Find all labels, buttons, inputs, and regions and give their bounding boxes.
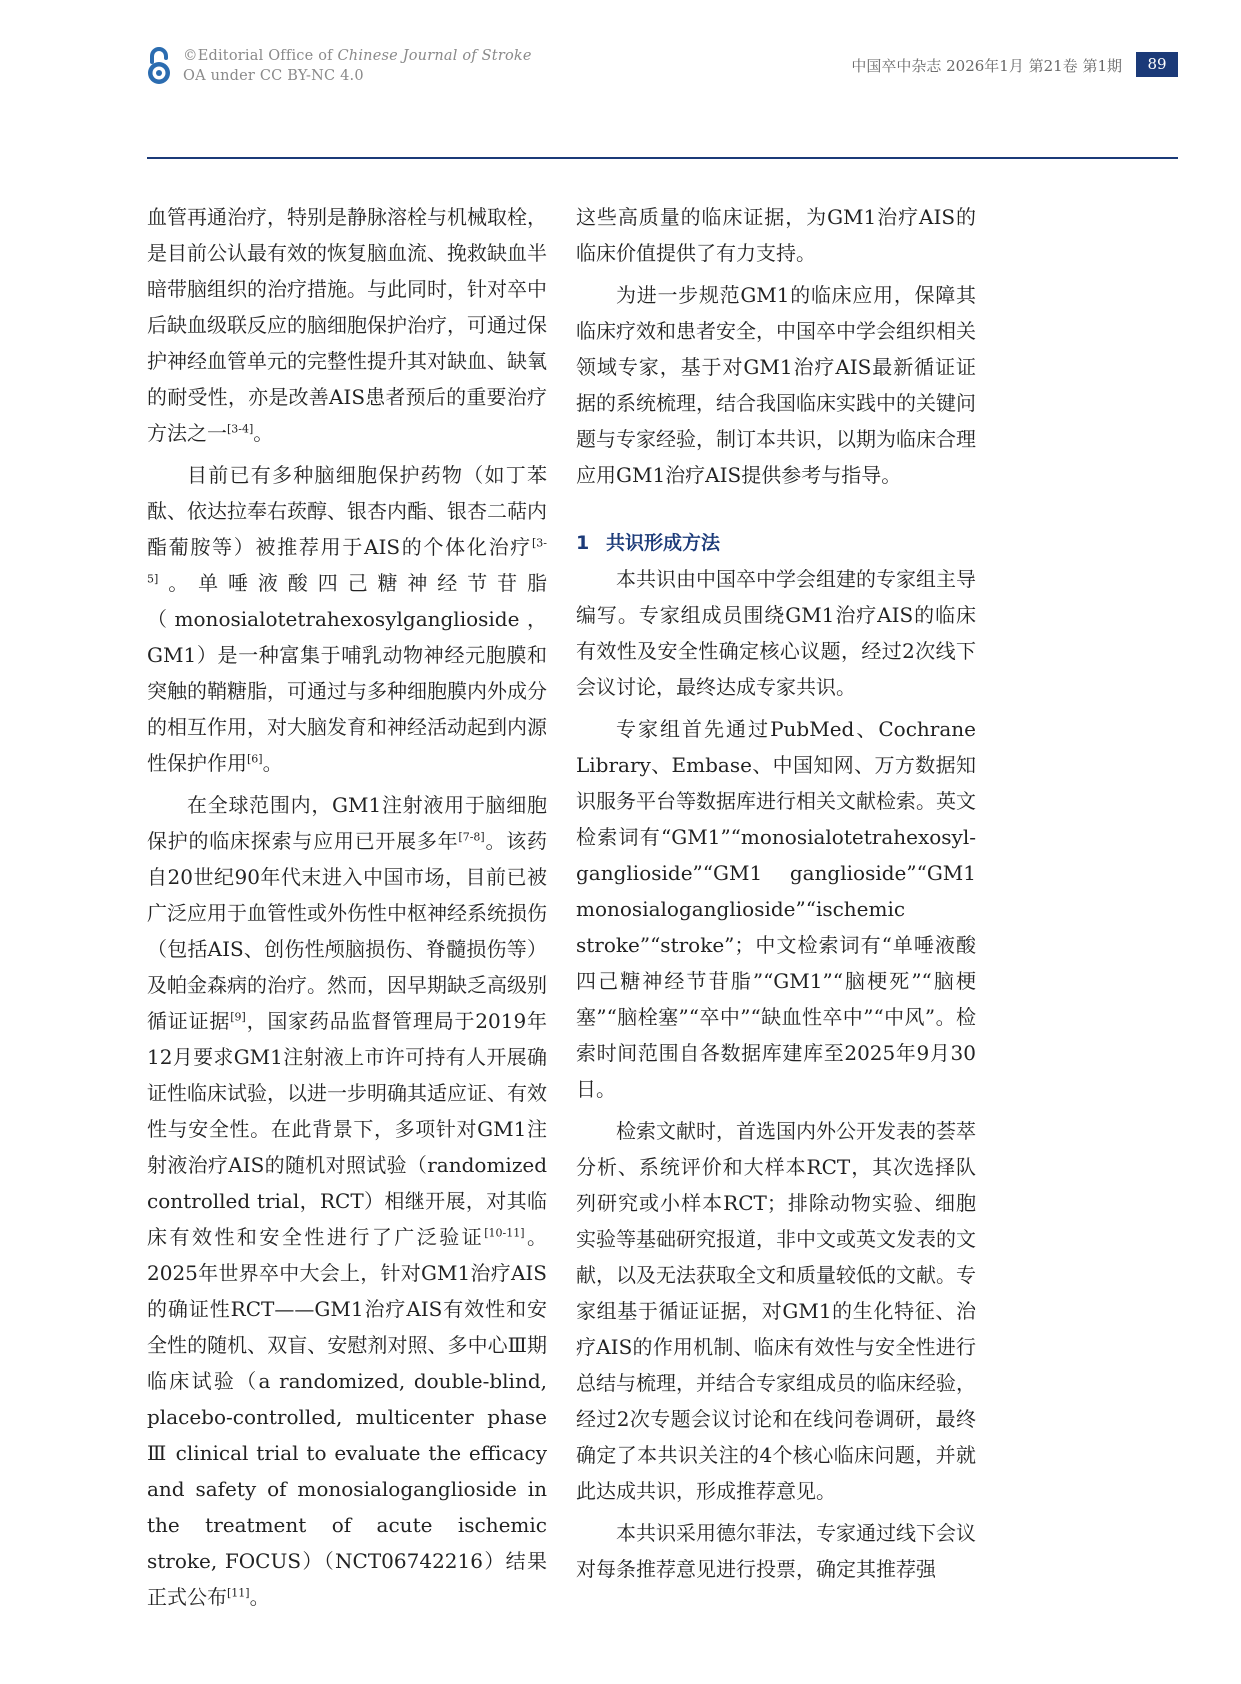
punctuation: 。 [253, 421, 274, 445]
paragraph: 这些高质量的临床证据，为GM1治疗AIS的临床价值提供了有力支持。 [576, 205, 976, 265]
citation: [3-4] [227, 422, 254, 436]
paragraph-text: 。该药自20世纪90年代末进入中国市场，目前已被广泛应用于血管性或外伤性中枢神经系统损伤（包括AIS、创伤性颅脑损伤、脊髓损伤等）及帕金森病的治疗。然而，因早期缺乏高级别循证证据 [147, 829, 548, 1033]
copyright-notice [183, 46, 532, 86]
left-column [147, 199, 547, 1615]
paragraph [147, 457, 547, 781]
citation: [7-8] [458, 830, 485, 844]
paragraph-text: 在全球范围内，GM1注射液用于脑细胞保护的临床探索与应用已开展多年 [147, 793, 547, 853]
paragraph-text: 目前已有多种脑细胞保护药物（如丁苯酞、依达拉奉右莰醇、银杏内酯、银杏二萜内酯葡胺等）被推荐用于AIS的个体化治疗 [147, 463, 547, 559]
copyright-prefix: ©Editorial Office of [183, 48, 338, 64]
journal-name-italic: Chinese Journal of Stroke [337, 48, 532, 64]
right-column [576, 199, 976, 1587]
punctuation: 。 [262, 751, 283, 775]
citation: [9] [230, 1010, 246, 1024]
journal-issue-info: 中国卒中杂志 2026年1月 第21卷 第1期 [851, 57, 1122, 75]
paragraph: 为进一步规范GM1的临床应用，保障其临床疗效和患者安全，中国卒中学会组织相关领域专家，基于对GM1治疗AIS最新循证证据的系统梳理，结合我国临床实践中的关键问题与专家经验，制订本共识，以期为临床合理应用GM1治疗AIS提供参考与指导。 [576, 283, 976, 487]
paragraph [147, 199, 547, 451]
citation: [11] [227, 1586, 250, 1600]
open-access-lock-icon [143, 46, 175, 86]
section-heading [576, 525, 976, 561]
citation: [3-5] [147, 536, 547, 586]
section-number: 1 [576, 532, 590, 554]
paragraph: 专家组首先通过PubMed、Cochrane Library、Embase、中国知网、万方数据知识服务平台等数据库进行相关文献检索。英文检索词有“GM1”“monosialotetrahexosyl-ganglioside”“GM1 ganglioside”“GM1 monosialoganglioside”“ischemic stroke”“stroke”；中文检索词有“单唾液酸四己糖神经节苷脂”“GM1”“脑梗死”“脑梗塞”“脑栓塞”“卒中”“缺血性卒中”“中风”。检索时间范围自各数据库建库至2025年9月30日。 [576, 717, 976, 1101]
license-line: OA under CC BY-NC 4.0 [183, 68, 364, 84]
section-title: 共识形成方法 [606, 532, 721, 554]
page-number: 89 [1136, 52, 1178, 77]
paragraph: 本共识采用德尔菲法，专家通过线下会议对每条推荐意见进行投票，确定其推荐强 [576, 1521, 976, 1581]
citation: [6] [247, 752, 263, 766]
paragraph-text: 血管再通治疗，特别是静脉溶栓与机械取栓，是目前公认最有效的恢复脑血流、挽救缺血半暗带脑组织的治疗措施。与此同时，针对卒中后缺血级联反应的脑细胞保护治疗，可通过保护神经血管单元的完整性提升其对缺血、缺氧的耐受性，亦是改善AIS患者预后的重要治疗方法之一 [147, 205, 547, 445]
header-divider [147, 157, 1178, 159]
punctuation: 。 [249, 1585, 270, 1609]
paragraph-text: 。2025年世界卒中大会上，针对GM1治疗AIS的确证性RCT——GM1治疗AIS有效性和安全性的随机、双盲、安慰剂对照、多中心Ⅲ期临床试验（a randomized, double-blind, placebo-controlled, multicenter phase Ⅲ clinical trial to evaluate the efficacy and safety of monosialoganglioside in the treatment of acute ischemic stroke, FOCUS）（NCT06742216）结果正式公布 [147, 1225, 548, 1609]
paragraph [147, 787, 547, 1615]
paragraph: 本共识由中国卒中学会组建的专家组主导编写。专家组成员围绕GM1治疗AIS的临床有效性及安全性确定核心议题，经过2次线下会议讨论，最终达成专家共识。 [576, 567, 976, 699]
page-header [143, 42, 1178, 88]
paragraph-text: ，国家药品监督管理局于2019年12月要求GM1注射液上市许可持有人开展确证性临床试验，以进一步明确其适应证、有效性与安全性。在此背景下，多项针对GM1注射液治疗AIS的随机对照试验（randomized controlled trial，RCT）相继开展，对其临床有效性和安全性进行了广泛验证 [147, 1009, 548, 1249]
citation: [10-11] [484, 1226, 525, 1240]
paragraph: 检索文献时，首选国内外公开发表的荟萃分析、系统评价和大样本RCT，其次选择队列研究或小样本RCT；排除动物实验、细胞实验等基础研究报道，非中文或英文发表的文献，以及无法获取全文和质量较低的文献。专家组基于循证证据，对GM1的生化特征、治疗AIS的作用机制、临床有效性与安全性进行总结与梳理，并结合专家组成员的临床经验，经过2次专题会议讨论和在线问卷调研，最终确定了本共识关注的4个核心临床问题，并就此达成共识，形成推荐意见。 [576, 1119, 976, 1503]
paragraph-text: 。单唾液酸四己糖神经节苷脂（monosialotetrahexosylganglioside，GM1）是一种富集于哺乳动物神经元胞膜和突触的鞘糖脂，可通过与多种细胞膜内外成分的相互作用，对大脑发育和神经活动起到内源性保护作用 [147, 571, 547, 775]
